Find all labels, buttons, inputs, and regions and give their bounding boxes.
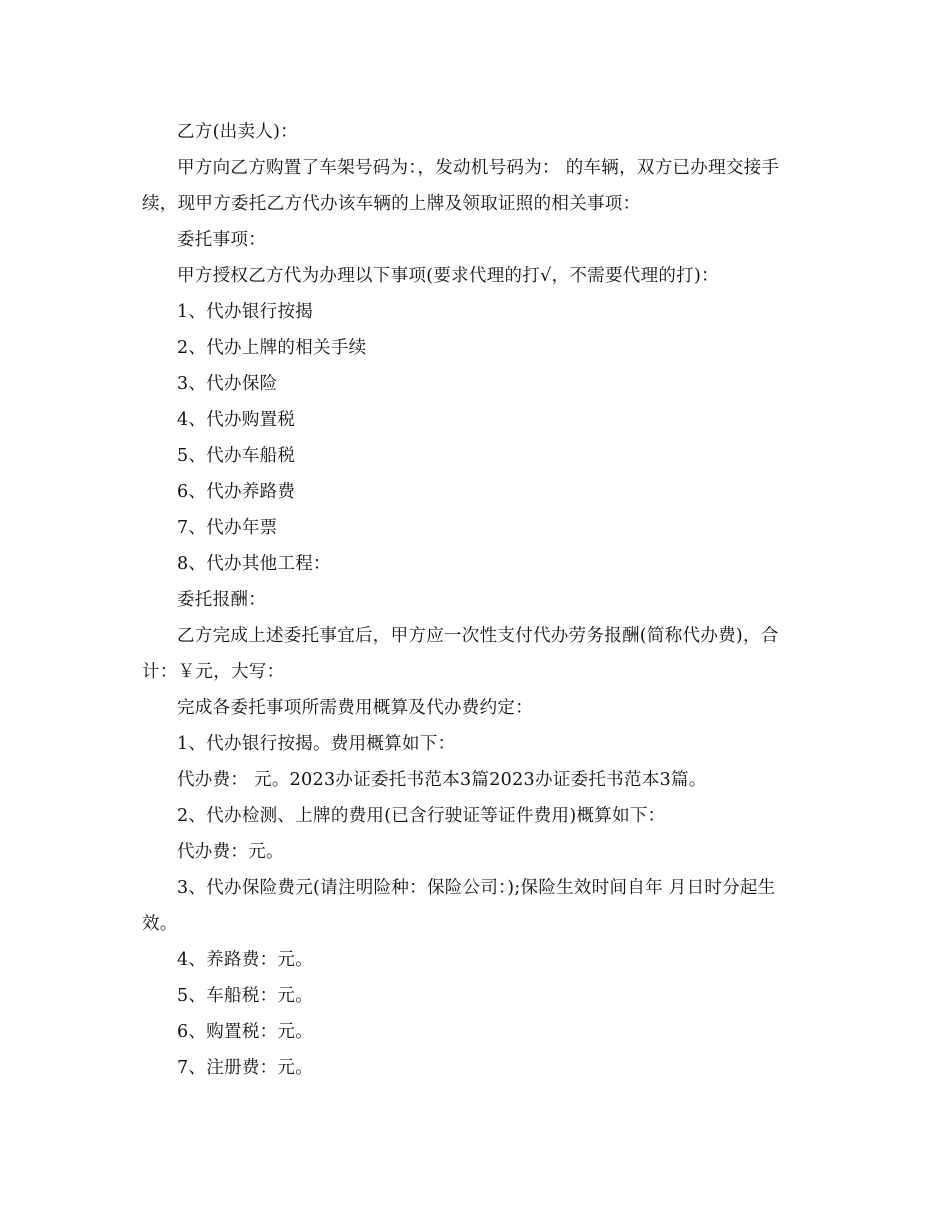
remuneration-statement: 乙方完成上述委托事宜后，甲方应一次性支付代办劳务报酬(简称代办费)，合计：￥元，大写：: [142, 626, 779, 682]
list-item: 5、代办车船税: [177, 446, 296, 466]
document-body: [142, 114, 807, 1086]
fee-line: 代办费：元。: [177, 842, 284, 862]
fee-item: 7、注册费：元。: [177, 1058, 314, 1078]
section-heading-remuneration: 委托报酬：: [177, 590, 266, 610]
authorization-statement: 甲方授权乙方代为办理以下事项(要求代理的打√，不需要代理的打)：: [177, 266, 719, 286]
fee-item: 3、代办保险费元(请注明险种：保险公司：);保险生效时间自年 月日时分起生效。: [142, 878, 776, 934]
list-item: 7、代办年票: [177, 518, 278, 538]
fee-item: 6、购置税：元。: [177, 1022, 314, 1042]
section-heading-entrusted-matters: 委托事项：: [177, 230, 266, 250]
list-item: 2、代办上牌的相关手续: [177, 338, 367, 358]
list-item: 6、代办养路费: [177, 482, 296, 502]
party-b-line: 乙方(出卖人)：: [177, 122, 299, 142]
list-item: 3、代办保险: [177, 374, 278, 394]
fee-item: 4、养路费：元。: [177, 950, 314, 970]
list-item: 1、代办银行按揭: [177, 302, 314, 322]
fee-line: 代办费： 元。2023办证委托书范本3篇2023办证委托书范本3篇。: [177, 770, 707, 790]
section-heading-fee-estimates: 完成各委托事项所需费用概算及代办费约定：: [177, 698, 533, 718]
fee-item: 5、车船税：元。: [177, 986, 314, 1006]
fee-item: 2、代办检测、上牌的费用(已含行驶证等证件费用)概算如下：: [177, 806, 666, 826]
list-item: 4、代办购置税: [177, 410, 296, 430]
fee-item: 1、代办银行按揭。费用概算如下：: [177, 734, 456, 754]
list-item: 8、代办其他工程：: [177, 554, 331, 574]
purchase-statement: 甲方向乙方购置了车架号码为：，发动机号码为： 的车辆，双方已办理交接手续，现甲方委托乙方代办该车辆的上牌及领取证照的相关事项：: [142, 158, 780, 214]
